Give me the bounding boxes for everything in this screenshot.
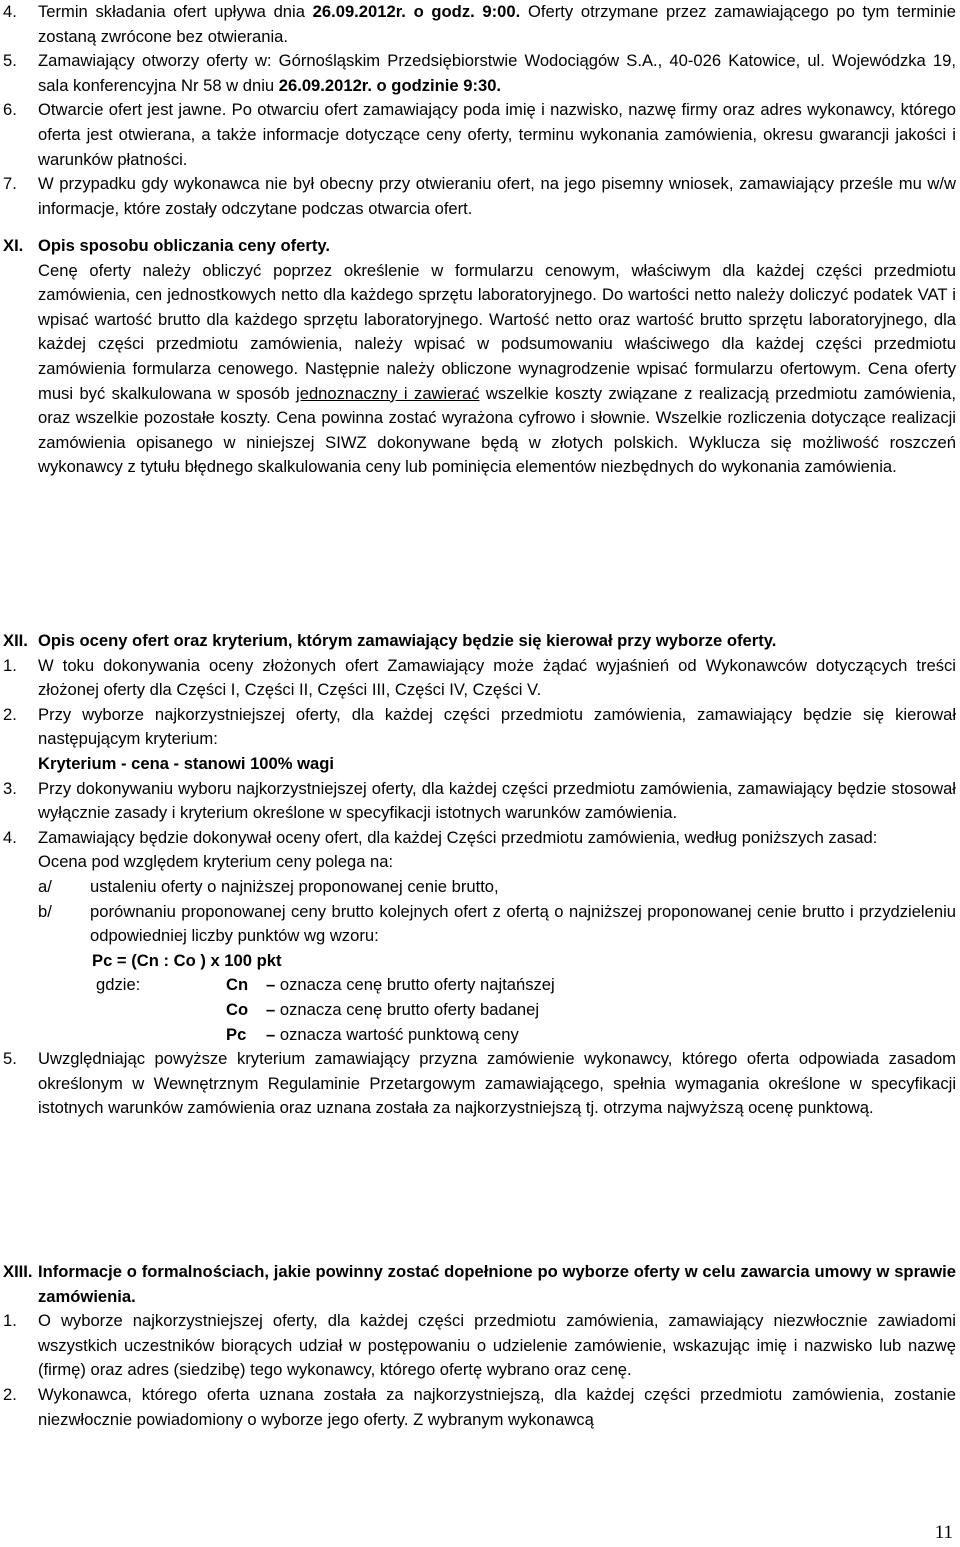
item-text: Zamawiający otworzy oferty w: Górnośląskim Przedsiębiorstwie Wodociągów S.A., 40-026 Katowice, ul. Wojewódzka 19, sala konferencyjna Nr 58 w dniu — [38, 51, 956, 95]
section-xi — [0, 234, 960, 480]
list-item — [0, 49, 960, 98]
item-text: W toku dokonywania oceny złożonych ofert Zamawiający może żądać wyjaśnień od Wykonawców dotyczących treści złożonej oferty dla Części I, Części II, Części III, Części IV, Części V. — [38, 655, 956, 700]
sub-text: ustaleniu oferty o najniższej proponowanej cenie brutto, — [90, 876, 499, 896]
item-number: 4. — [3, 2, 17, 21]
where-label: gdzie: — [96, 975, 141, 995]
list-item — [0, 1309, 960, 1383]
list-item — [0, 654, 960, 703]
section-xiii — [0, 1260, 960, 1432]
list-item — [0, 0, 960, 49]
item-number: 7. — [3, 174, 17, 194]
definition-row: Pc – oznacza wartość punktową ceny — [0, 1023, 960, 1048]
section-title: Opis oceny ofert oraz kryterium, którym zamawiający będzie się kierował przy wyborze oferty. — [38, 631, 777, 650]
item-bold-text: 26.09.2012r. o godz. 9:00. — [312, 2, 521, 21]
item-number: 1. — [3, 1311, 17, 1331]
item-text: W przypadku gdy wykonawca nie był obecny przy otwieraniu ofert, na jego pisemny wniosek, zamawiający prześle mu w/w informacje, które zostały odczytane podczas otwarcia ofert. — [38, 174, 956, 218]
definition-symbol: Cn — [226, 975, 249, 995]
definition-text: oznacza cenę brutto oferty najtańszej — [279, 975, 555, 995]
section-number: XII. — [3, 631, 28, 650]
item-text: Termin składania ofert upływa dnia — [38, 2, 313, 21]
item-text: O wyborze najkorzystniejszej oferty, dla każdej części przedmiotu zamówienia, zamawiający niezwłocznie zawiadomi wszystkich uczestników biorących udział w postępowaniu o udzielenie zamówienie, wskazując imię i nazwisko lub nazwę (firmę) oraz adres (siedzibę) tego wykonawcy, którego ofertę wybrano oraz cenę. — [38, 1311, 956, 1380]
section-title: Opis sposobu obliczania ceny oferty. — [38, 236, 330, 255]
sub-item-a — [0, 875, 960, 900]
item-number: 2. — [3, 704, 17, 724]
sub-label: b/ — [38, 901, 52, 921]
underlined-text: jednoznaczny i zawierać — [296, 383, 480, 403]
list-item — [0, 1047, 960, 1121]
item-number: 5. — [3, 1049, 17, 1069]
section-number: XIII. — [3, 1262, 33, 1281]
definition-text: oznacza wartość punktową ceny — [279, 1024, 519, 1044]
item-text: Oferty otrzymane przez zamawiającego po tym terminie zostaną zwrócone bez otwierania. — [38, 2, 956, 46]
item-text: Uwzględniając powyższe kryterium zamawiający przyzna zamówienie wykonawcy, którego oferta odpowiada zasadom określonym w Wewnętrznym Regulaminie Przetargowym zamawiającego, spełnia wymagania określone w specyfikacji istotnych warunków zamówienia oraz uznana została za najkorzystniejszą tj. otrzyma najwyższą ocenę punktową. — [38, 1049, 956, 1118]
definition-symbol: Co — [226, 999, 249, 1019]
section-title: Informacje o formalnościach, jakie powinny zostać dopełnione po wyborze oferty w celu zawarcia umowy w sprawie zamówienia. — [38, 1262, 956, 1306]
section-xii — [0, 629, 960, 1121]
top-list — [0, 0, 960, 221]
list-item — [0, 777, 960, 826]
formula: Pc = (Cn : Co ) x 100 pkt — [92, 950, 282, 970]
definition-row: gdzie: Cn – oznacza cenę brutto oferty najtańszej — [0, 973, 960, 998]
list-item — [0, 703, 960, 777]
item-number: 6. — [3, 100, 17, 120]
criterion-text: Kryterium - cena - stanowi 100% wagi — [38, 753, 335, 773]
definition-symbol: Pc — [226, 1024, 247, 1044]
sub-label: a/ — [38, 876, 52, 896]
item-number: 1. — [3, 655, 17, 675]
item-text: Przy dokonywaniu wyboru najkorzystniejszej oferty, dla każdej części przedmiotu zamówienia, zamawiający będzie stosował wyłącznie zasady i kryterium określone w specyfikacji istotnych warunków zamówienia. — [38, 778, 956, 823]
page-number: 11 — [934, 1522, 953, 1543]
item-text: Wykonawca, którego oferta uznana została za najkorzystniejszą, dla każdej części przedmiotu zamówienia, zostanie niezwłocznie powiadomiony o wyborze jego oferty. Z wybranym wykonawcą — [38, 1384, 956, 1429]
item-number: 3. — [3, 778, 17, 798]
list-item — [0, 172, 960, 221]
item-number: 2. — [3, 1384, 17, 1404]
item-text: Przy wyborze najkorzystniejszej oferty, dla każdej części przedmiotu zamówienia, zamawiający będzie się kierował następującym kryterium: — [38, 704, 956, 749]
item-text: Otwarcie ofert jest jawne. Po otwarciu ofert zamawiający poda imię i nazwisko, nazwę firmy oraz adres wykonawcy, którego oferta jest otwierana, a także informacje dotyczące ceny oferty, terminu wykonania zamówienia, okresu gwarancji jakości i warunków płatności. — [38, 100, 956, 169]
sub-text: porównaniu proponowanej ceny brutto kolejnych ofert z ofertą o najniższej proponowanej cenie brutto i przydzieleniu odpowiedniej liczby punktów wg wzoru: — [90, 901, 956, 946]
item-text: Zamawiający będzie dokonywał oceny ofert, dla każdej Części przedmiotu zamówienia, według poniższych zasad: — [38, 827, 878, 847]
section-heading — [0, 1260, 960, 1309]
item-number: 4. — [3, 827, 17, 847]
sub-item-b — [0, 900, 960, 949]
item-number: 5. — [3, 51, 17, 71]
list-item — [0, 1383, 960, 1432]
section-heading — [0, 629, 960, 654]
section-number: XI. — [3, 236, 24, 255]
item-paragraph: Ocena pod względem kryterium ceny polega na: — [38, 852, 394, 872]
section-paragraph: Cenę oferty należy obliczyć poprzez określenie w formularzu cenowym, właściwym dla każdej części przedmiotu zamówienia, cen jednostkowych netto dla każdego sprzętu laboratoryjnego. Do wartości netto należy doliczyć podatek VAT i wpisać wartość brutto dla każdego sprzętu laboratoryjnego. Wartość netto oraz wartość brutto sprzętu laboratoryjnego, dla każdej części przedmiotu zamówienia, należy wpisać w podsumowaniu właściwego dla każdej części przedmiotu zamówienia formularza cenowego. Następnie należy obliczone wynagrodzenie wpisać formularzu ofertowym. Cena oferty musi być skalkulowana w sposób jednoznaczny i zawierać wszelkie koszty związane z realizacją przedmiotu zamówienia, oraz wszelkie pozostałe koszty. Cena powinna zostać wyrażona cyfrowo i słownie. Wszelkie rozliczenia dotyczące realizacji zamówienia opisanego w niniejszej SIWZ dokonywane będą w złotych polskich. Wyklucza się możliwość roszczeń wykonawcy z tytułu błędnego skalkulowania ceny lub pominięcia elementów niezbędnych do wykonania zamówienia. — [38, 260, 956, 477]
item-bold-text: 26.09.2012r. o godzinie 9:30. — [278, 75, 502, 95]
definition-row: Co – oznacza cenę brutto oferty badanej — [0, 998, 960, 1023]
section-heading — [0, 234, 960, 259]
list-item — [0, 826, 960, 851]
definition-text: oznacza cenę brutto oferty badanej — [279, 999, 540, 1019]
list-item — [0, 98, 960, 172]
